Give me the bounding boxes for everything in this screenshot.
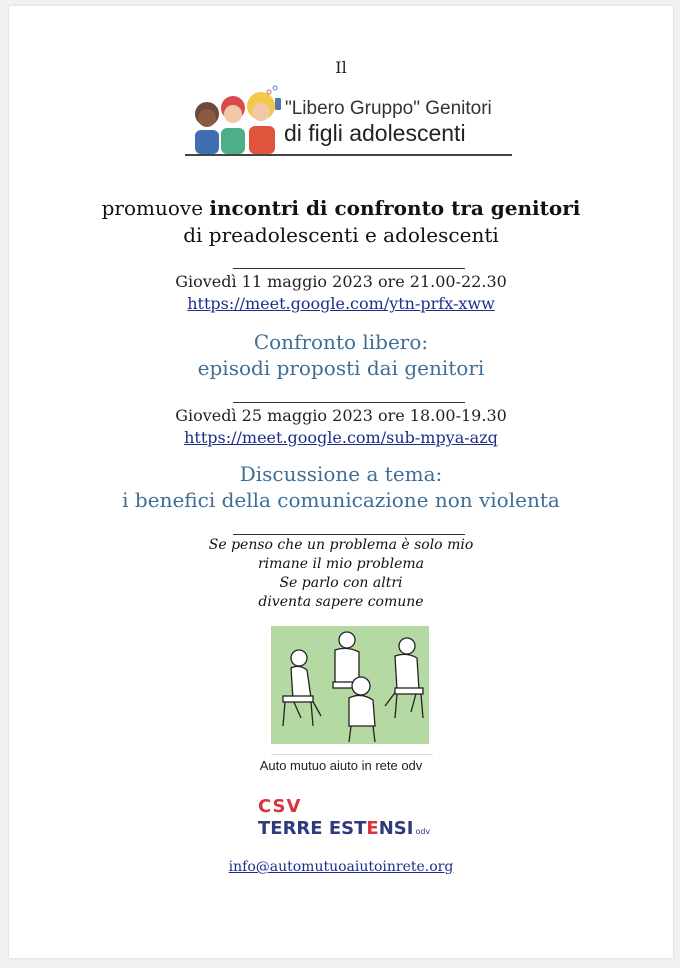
- quote-line: diventa sapere comune: [258, 594, 424, 610]
- event-topic-subtitle: episodi proposti dai genitori: [197, 356, 485, 380]
- promo-verb: promuove: [101, 196, 204, 220]
- quote-block: [9, 536, 673, 612]
- promo-bold: incontri di confronto tra genitori: [209, 196, 581, 220]
- people-circle-icon: [271, 626, 429, 744]
- logo-line2: di figli adolescenti: [284, 120, 466, 146]
- flyer-page: [9, 6, 673, 958]
- quote-line: Se parlo con altri: [279, 575, 403, 591]
- header-prefix: Il: [335, 58, 347, 77]
- event-date: Giovedì 11 maggio 2023 ore 21.00-22.30: [175, 272, 507, 291]
- divider: [271, 754, 433, 755]
- csv-logo-part: NSI: [378, 818, 414, 839]
- event-link-row: [9, 294, 673, 313]
- quote-line: Se penso che un problema è solo mio: [208, 537, 474, 553]
- event-meet-link[interactable]: https://meet.google.com/sub-mpya-azq: [184, 428, 498, 447]
- contact-row: [9, 856, 673, 875]
- promo-line1: [9, 196, 673, 220]
- group-logo: [185, 84, 515, 160]
- divider: [233, 268, 465, 269]
- csv-logo-line2: [258, 818, 430, 839]
- event-topic-subtitle: i benefici della comunicazione non violenta: [122, 488, 560, 512]
- event-meet-link[interactable]: https://meet.google.com/ytn-prfx-xww: [187, 294, 495, 313]
- logo-underline: [185, 154, 512, 156]
- csv-logo-part: TERRE EST: [258, 818, 367, 839]
- illustration-caption: Auto mutuo aiuto in rete odv: [259, 758, 423, 773]
- quote-line: rimane il mio problema: [257, 556, 424, 572]
- csv-logo-part: E: [366, 818, 379, 839]
- event-topic-title: Confronto libero:: [253, 330, 429, 354]
- event-date: Giovedì 25 maggio 2023 ore 18.00-19.30: [175, 406, 507, 425]
- logo-line1: "Libero Gruppo" Genitori: [285, 98, 492, 119]
- csv-logo-odv: odv: [415, 827, 431, 836]
- promo-line2: di preadolescenti e adolescenti: [183, 223, 499, 247]
- divider: [233, 402, 465, 403]
- support-group-illustration: [271, 626, 429, 744]
- event-topic-title: Discussione a tema:: [239, 462, 443, 486]
- contact-email-link[interactable]: info@automutuoaiutoinrete.org: [228, 859, 454, 875]
- divider: [233, 534, 465, 535]
- event-link-row: [9, 428, 673, 447]
- csv-logo-line1: CSV: [258, 796, 302, 817]
- teens-illustration-icon: [185, 84, 285, 154]
